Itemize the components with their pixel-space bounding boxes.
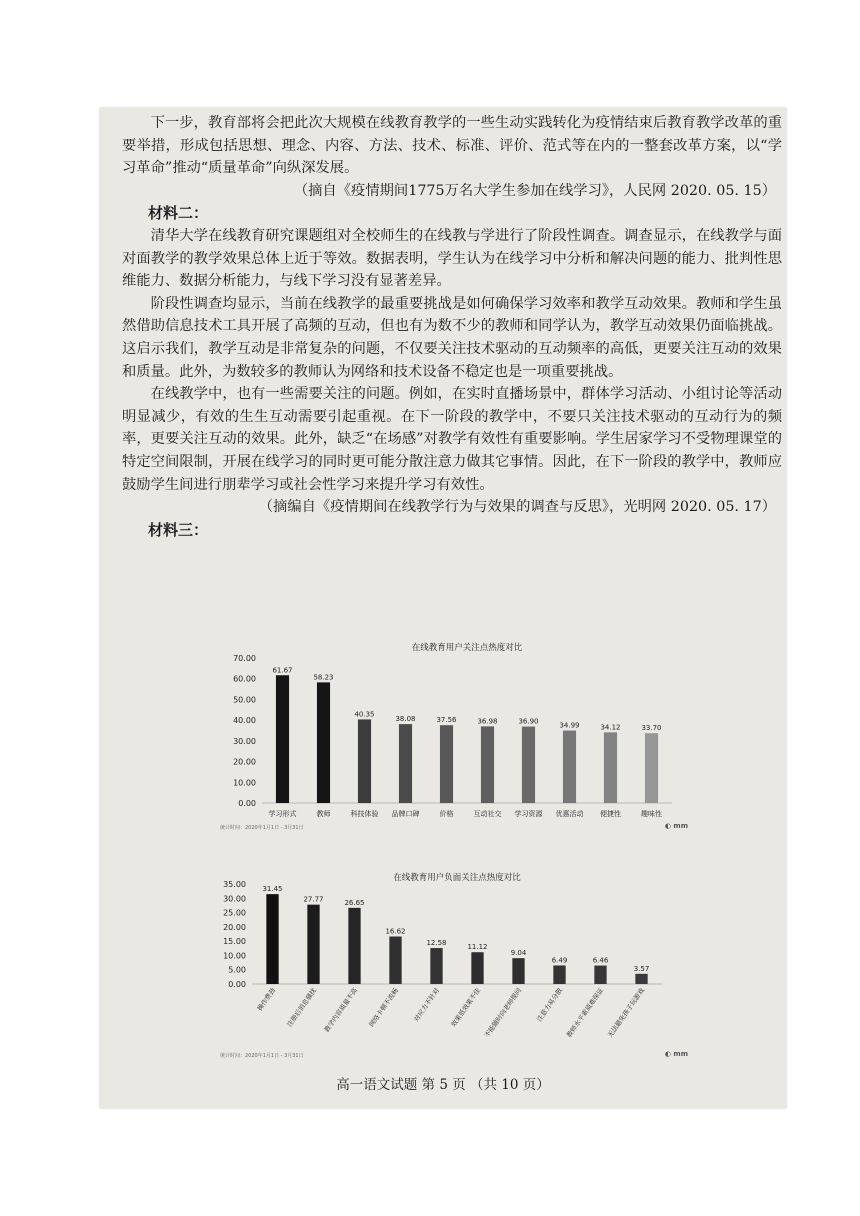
chart1-category-label: 品牌口碑	[391, 810, 420, 818]
chart1-data-label: 36.98	[477, 717, 498, 726]
material2-paragraph-2: 阶段性调查均显示，当前在线教学的最重要挑战是如何确保学习效率和教学互动效果。教师和学生虽然借助信息技术工具开展了高频的互动，但也有为数不少的教师和同学认为，教学互动效果仍面临挑战。这启示我们，教学互动是非常复杂的问题，不仅要关注技术驱动的互动频率的高低，更要关注互动的效果和质量。此外，为数较多的教师认为网络和技术设备不稳定也是一项重要挑战。	[122, 295, 782, 380]
chart2-category-label: 效果低效果不佳	[449, 986, 483, 1029]
chart1-category-label: 教师	[316, 810, 331, 818]
material2-paragraph-3: 在线教学中，也有一些需要关注的问题。例如，在实时直播场景中，群体学习活动、小组讨论等活动明显减少，有效的生生互动需要引起重视。在下一阶段的教学中，不要只关注技术驱动的互动行为的频率，更要关注互动的效果。此外，缺乏“在场感”对教学有效性有重要影响。学生居家学习不受物理课堂的特定空间限制，开展在线学习的同时更可能分散注意力做其它事情。因此，在下一阶段的教学中，教师应鼓励学生间进行朋辈学习或社会性学习来提升学习有效性。	[122, 386, 782, 493]
chart2-ytick: 25.00	[223, 908, 246, 918]
chart1-watermark: ◐ mm	[664, 822, 688, 830]
chart1-data-label: 38.08	[395, 715, 416, 724]
chart2-data-label: 12.58	[426, 939, 447, 948]
chart2-watermark: ◐ mm	[664, 1050, 688, 1058]
chart1-bar	[276, 675, 289, 803]
chart2-category-label: 网络卡顿不流畅	[367, 986, 401, 1029]
chart2-bar	[635, 974, 647, 984]
chart1-ytick: 10.00	[233, 778, 256, 788]
chart1-data-label: 61.67	[272, 666, 293, 675]
text-block	[122, 112, 782, 541]
chart2-category-label: 注意力易分散	[535, 986, 565, 1024]
exam-page	[100, 108, 786, 1108]
chart-user-focus-svg	[210, 638, 690, 823]
heading-material-2: 材料二：	[148, 204, 209, 223]
chart1-category-label: 科技体验	[350, 810, 379, 818]
chart2-bar	[389, 937, 401, 984]
chart2-data-label: 11.12	[467, 943, 488, 952]
chart1-data-label: 33.70	[641, 724, 662, 733]
chart2-ytick: 5.00	[228, 965, 246, 975]
chart1-category-label: 学习资源	[514, 810, 543, 818]
chart2-category-label: 教学内容质量不高	[322, 986, 360, 1034]
chart2-data-label: 31.45	[262, 885, 283, 894]
chart2-category-label: 教师水平素质难保证	[565, 986, 606, 1040]
source-citation-1: （摘自《疫情期间1775万名大学生参加在线学习》，人民网 2020. 05. 15）	[293, 182, 776, 199]
chart2-ytick: 0.00	[228, 980, 246, 989]
chart1-title: 在线教育用户关注点热度对比	[411, 643, 523, 653]
chart2-ytick: 15.00	[223, 937, 246, 947]
chart2-data-label: 16.62	[385, 927, 406, 936]
chart2-ytick: 30.00	[223, 894, 246, 904]
chart1-data-label: 34.99	[559, 721, 580, 730]
chart1-ytick: 30.00	[233, 736, 256, 746]
chart2-bar	[348, 908, 360, 984]
chart1-bar	[645, 733, 658, 803]
chart2-bar	[307, 905, 319, 984]
chart2-stat-note: 统计时间：2020年1月1日 - 3月31日	[220, 1053, 304, 1059]
chart1-data-label: 58.23	[313, 673, 334, 682]
chart1-bar	[440, 725, 453, 803]
chart2-data-label: 6.46	[592, 956, 609, 965]
chart2-bar	[512, 958, 524, 984]
chart1-category-label: 趣味性	[641, 810, 662, 818]
chart1-data-label: 40.35	[354, 710, 375, 719]
material2-paragraph-1: 清华大学在线教育研究课题组对全校师生的在线教与学进行了阶段性调查。调查显示，在线教学与面对面教学的教学效果总体上近于等效。数据表明，学生认为在线学习中分析和解决问题的能力、批判性思维能力、数据分析能力，与线下学习没有显著差异。	[122, 227, 782, 290]
chart2-bar	[266, 894, 278, 984]
chart1-data-label: 37.56	[436, 716, 457, 725]
chart1-bar	[358, 719, 371, 803]
chart1-bar	[481, 726, 494, 803]
chart2-data-label: 9.04	[510, 949, 527, 958]
chart1-bar	[399, 724, 412, 803]
chart2-ytick: 35.00	[223, 880, 246, 889]
paragraph-top: 下一步，教育部将会把此次大规模在线教育教学的一些生动实践转化为疫情结束后教育教学改革的重要举措，形成包括思想、理念、内容、方法、技术、标准、评价、范式等在内的一整套改革方案，以“学习革命”推动“质量革命”向纵深发展。	[122, 115, 782, 177]
chart2-category-label: 无法避免孩子玩游戏	[606, 986, 647, 1040]
chart2-data-label: 6.49	[551, 956, 568, 965]
chart1-bar	[522, 727, 535, 803]
chart1-ytick: 0.00	[238, 799, 256, 808]
chart1-category-label: 便捷性	[600, 810, 621, 818]
chart2-title: 在线教育用户负面关注点热度对比	[393, 873, 521, 883]
chart1-ytick: 50.00	[233, 695, 256, 705]
chart1-ytick: 70.00	[233, 654, 256, 663]
chart1-bar	[604, 732, 617, 803]
chart1-stat-note: 统计时间：2020年1月1日 - 3月31日	[220, 825, 304, 831]
chart-negative-focus-svg	[210, 868, 690, 1053]
chart1-category-label: 互动社交	[473, 810, 502, 818]
chart2-category-label: 对应力不针对	[412, 986, 442, 1024]
chart2-ytick: 10.00	[223, 951, 246, 961]
source-citation-2: （摘编自《疫情期间在线教学行为与效果的调查与反思》，光明网 2020. 05. 17）	[258, 499, 776, 516]
chart2-ytick: 20.00	[223, 922, 246, 932]
chart1-data-label: 36.90	[518, 717, 539, 726]
page-footer: 高一语文试题 第 5 页 （共 10 页）	[336, 1077, 550, 1093]
chart1-category-label: 价格	[439, 810, 454, 818]
chart1-ytick: 40.00	[233, 716, 256, 726]
chart2-bar	[553, 965, 565, 984]
chart2-data-label: 27.77	[303, 895, 324, 904]
chart2-category-label: 不能随时向老师提问	[483, 986, 524, 1040]
chart-user-focus	[210, 638, 690, 831]
chart1-bar	[563, 731, 576, 803]
chart1-category-label: 学习形式	[268, 810, 297, 818]
chart1-category-label: 优惠活动	[555, 810, 584, 818]
chart2-bar	[594, 966, 606, 984]
chart-negative-focus	[210, 868, 690, 1059]
chart1-ytick: 60.00	[233, 674, 256, 684]
chart2-bar	[471, 952, 483, 984]
chart1-data-label: 34.12	[600, 723, 621, 732]
chart1-ytick: 20.00	[233, 757, 256, 767]
chart2-data-label: 26.65	[344, 898, 365, 907]
chart2-category-label: 操作费劲	[255, 986, 278, 1013]
chart1-bar	[317, 682, 330, 803]
heading-material-3: 材料三：	[148, 520, 209, 539]
chart2-category-label: 注册后消息骚扰	[285, 986, 319, 1029]
chart2-data-label: 3.57	[633, 964, 650, 973]
chart2-bar	[430, 948, 442, 984]
